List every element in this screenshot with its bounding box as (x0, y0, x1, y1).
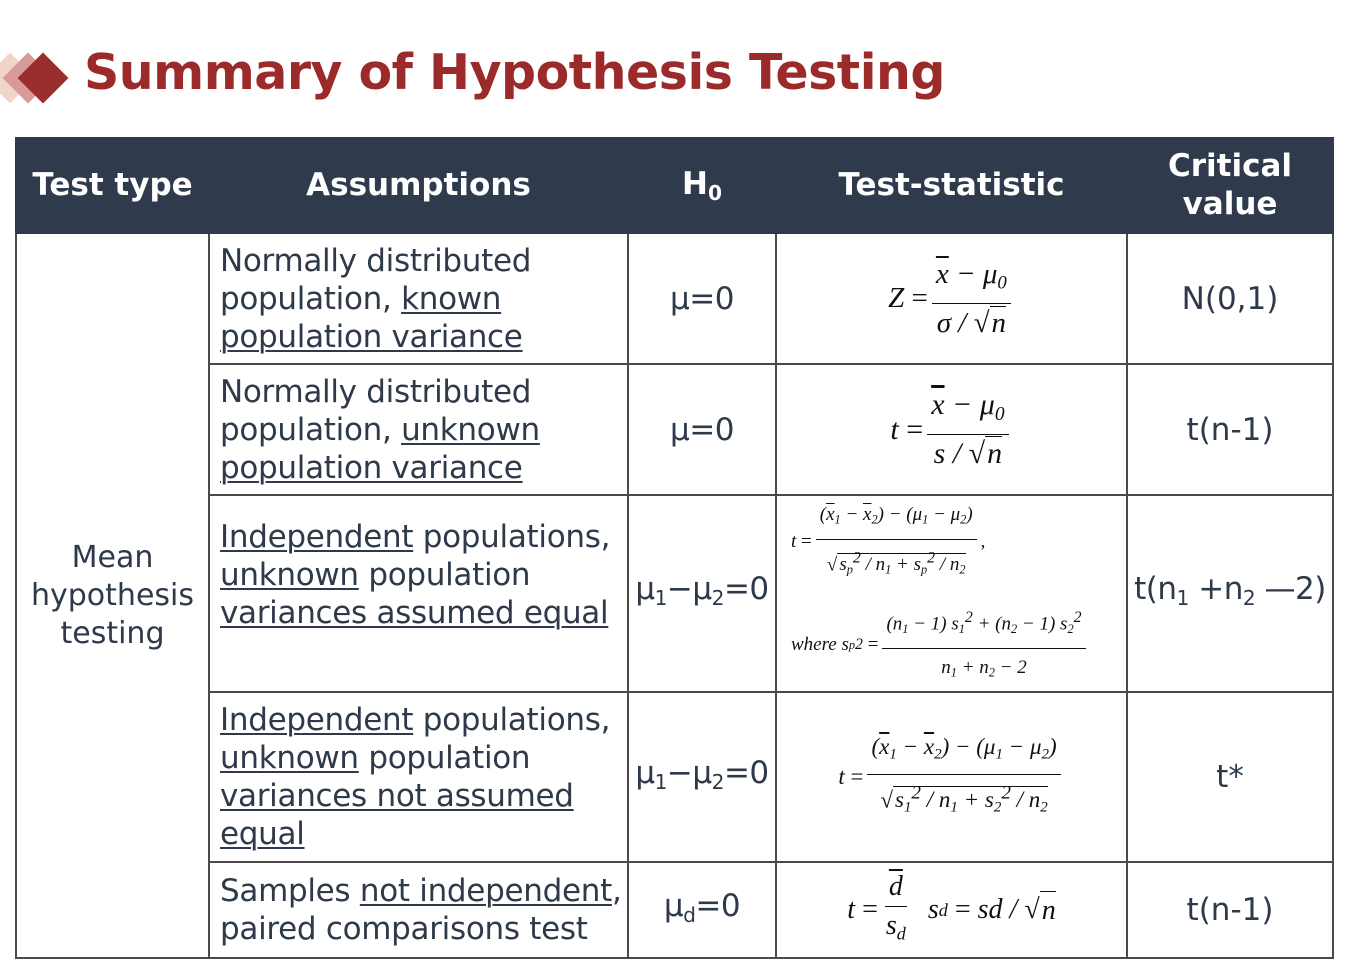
critical-value-cell: t* (1127, 692, 1333, 862)
table-row (16, 233, 1333, 364)
table-row (16, 862, 1333, 958)
table-row (16, 692, 1333, 862)
header-h0: $H_0$ (628, 138, 776, 233)
header-test-statistic: Test-statistic (776, 138, 1127, 233)
header-row (16, 138, 1333, 233)
critical-value-cell: t(n-1) (1127, 862, 1333, 958)
welch-t-statistic-formula: t = $\frac{(\overline{x}_1 - \overline{x}_2) - (\mu_1 - \mu_2)}{√s_1^2 / n_1 + s_2^2 / n_2}$ (776, 692, 1127, 862)
test-type-cell: Mean hypothesis testing (16, 233, 209, 958)
h0-cell: $\mu_d=0$ (628, 862, 776, 958)
critical-value-cell: t(n-1) (1127, 364, 1333, 495)
assumption-cell: Samples not independent, paired comparisons test (209, 862, 628, 958)
assumption-cell: Independent populations, unknown population variances not assumed equal (209, 692, 628, 862)
assumption-cell: Independent populations, unknown population variances assumed equal (209, 495, 628, 692)
header-test-type: Test type (16, 138, 209, 233)
pooled-t-statistic-formula: t = $\frac{(\overline{x}_1 - \overline{x}_2) - (\mu_1 - \mu_2)}{√ s_p^2 / n_1 + s_p^2 / n_2}$ , where s p 2 = $\frac{(n_1 - 1) s_1^2 + (n_2 - 1) s_2^2}{n_1 + n_2 - 2}$ (776, 495, 1127, 692)
paired-t-statistic-formula: t = $\frac{\overline{d}}{s_d}$ s d = sd / √ n (776, 862, 1127, 958)
h0-cell: $\mu_1-\mu_2=0$ (628, 692, 776, 862)
header-critical-value: Critical value (1127, 138, 1333, 233)
header-assumptions: Assumptions (209, 138, 628, 233)
h0-cell: μ=0 (628, 233, 776, 364)
h0-cell: μ=0 (628, 364, 776, 495)
hypothesis-summary-table (15, 137, 1334, 959)
h0-cell: $\mu_1-\mu_2=0$ (628, 495, 776, 692)
critical-value-cell: N(0,1) (1127, 233, 1333, 364)
z-statistic-formula: Z = $\frac{\overline{x} - \mu_0}{\sigma / √n}$ (776, 233, 1127, 364)
page-title: Summary of Hypothesis Testing (84, 44, 945, 101)
critical-value-cell: $t(n_1 +n_2$ —2) (1127, 495, 1333, 692)
assumption-cell: Normally distributed population, unknown population variance (209, 364, 628, 495)
table-row (16, 364, 1333, 495)
table-row (16, 495, 1333, 692)
assumption-cell: Normally distributed population, known population variance (209, 233, 628, 364)
t-statistic-formula: t = $\frac{\overline{x} - \mu_0}{s / √n}$ (776, 364, 1127, 495)
slide-header (0, 38, 1348, 118)
